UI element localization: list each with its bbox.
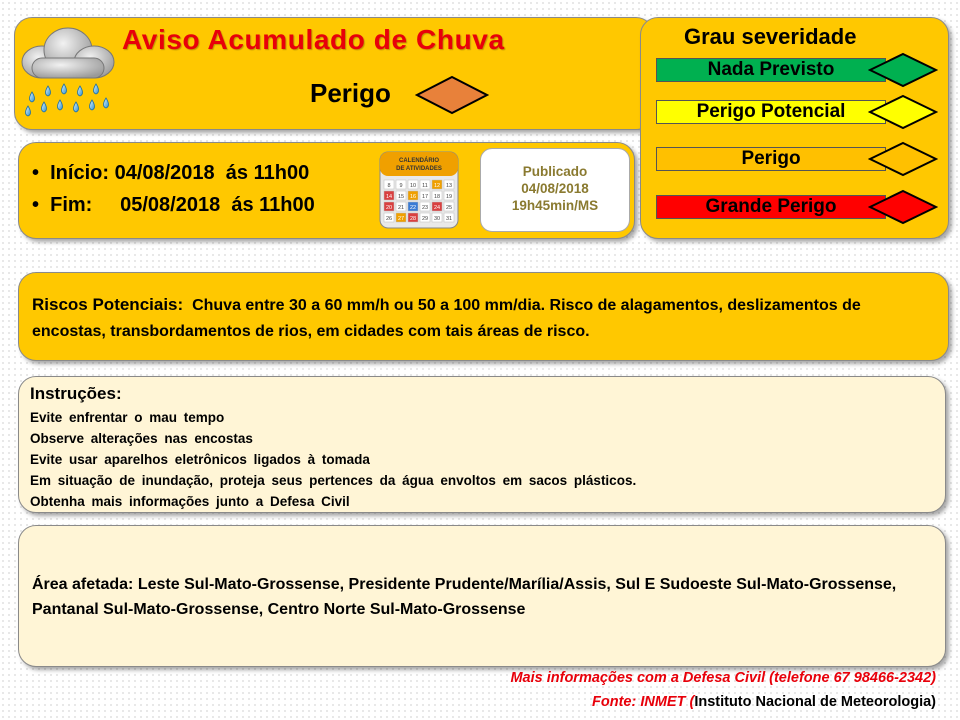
- published-label: Publicado: [522, 164, 588, 179]
- calendar-day: 19: [445, 194, 453, 200]
- calendar-day: 14: [385, 194, 393, 200]
- level-diamond-icon: [415, 75, 489, 115]
- calendar-day: 16: [409, 194, 417, 200]
- instruction-item: Evite enfrentar o mau tempo: [30, 410, 225, 425]
- calendar-day: 13: [445, 183, 453, 189]
- severity-level-0: Nada Previsto: [656, 58, 886, 82]
- calendar-day: 9: [399, 183, 403, 189]
- svg-text:DE ATIVIDADES: DE ATIVIDADES: [396, 166, 442, 172]
- severity-diamond-icon: [868, 52, 938, 88]
- calendar-day: 11: [422, 183, 428, 189]
- calendar-day: 29: [421, 216, 429, 222]
- calendar-day: 31: [445, 216, 453, 222]
- calendar-day: 23: [421, 205, 429, 211]
- calendar-day: 17: [421, 194, 429, 200]
- severity-diamond-icon: [868, 189, 938, 225]
- severity-title: Grau severidade: [684, 24, 857, 49]
- footer-contact: Mais informações com a Defesa Civil (telefone 67 98466-2342): [510, 670, 936, 686]
- calendar-day: 10: [409, 183, 417, 189]
- instruction-item: Obtenha mais informações junto a Defesa Civil: [30, 494, 350, 509]
- calendar-day: 30: [433, 216, 441, 222]
- calendar-icon: [378, 148, 460, 230]
- instruction-item: Em situação de inundação, proteja seus pertences da água envoltos em sacos plásticos.: [30, 473, 637, 488]
- instruction-item: Evite usar aparelhos eletrônicos ligados à tomada: [30, 452, 370, 467]
- alert-level: Perigo: [310, 78, 391, 108]
- calendar-day: 18: [433, 194, 441, 200]
- risks-description: Chuva entre 30 a 60 mm/h ou 50 a 100 mm/dia. Risco de alagamentos, deslizamentos de encostas, transbordamentos de rios, em cidades com tais áreas de risco.: [32, 297, 861, 340]
- calendar-day: 22: [409, 205, 417, 211]
- severity-diamond-icon: [868, 94, 938, 130]
- severity-diamond-icon: [868, 141, 938, 177]
- published-box: [480, 148, 630, 232]
- alert-title: Aviso Acumulado de Chuva: [122, 24, 505, 55]
- calendar-label: CALENDÁRIO: [399, 158, 439, 164]
- rain-cloud-icon: [18, 22, 118, 124]
- affected-area-text: Área afetada: Leste Sul-Mato-Grossense, Presidente Prudente/Marília/Assis, Sul E Sudoeste Sul-Mato-Grossense, Pantanal Sul-Mato-Grossense, Centro Norte Sul-Mato-Grossense: [32, 576, 897, 618]
- calendar-day: 24: [433, 205, 441, 211]
- calendar-day: 26: [385, 216, 393, 222]
- calendar-day: 25: [445, 205, 453, 211]
- start-date: • Início: 04/08/2018 ás 11h00: [32, 162, 310, 184]
- calendar-day: 15: [397, 194, 405, 200]
- instruction-item: Observe alterações nas encostas: [30, 431, 253, 446]
- published-date: 04/08/2018: [521, 181, 589, 196]
- end-date: • Fim: 05/08/2018 ás 11h00: [32, 194, 315, 216]
- calendar-day: 21: [397, 205, 405, 211]
- risks-text: [32, 292, 912, 345]
- severity-level-2: Perigo: [656, 147, 886, 171]
- risks-label: Riscos Potenciais:: [32, 295, 184, 314]
- calendar-day: 12: [433, 183, 441, 189]
- calendar-day: 28: [409, 216, 417, 222]
- footer-source: Fonte: INMET (Instituto Nacional de Meteorologia): [592, 694, 936, 710]
- published-time: 19h45min/MS: [511, 198, 599, 213]
- calendar-day: 27: [397, 216, 405, 222]
- calendar-day: 8: [387, 183, 391, 189]
- instructions-title: Instruções:: [30, 384, 122, 403]
- severity-level-3: Grande Perigo: [656, 195, 886, 219]
- severity-level-1: Perigo Potencial: [656, 100, 886, 124]
- calendar-day: 20: [385, 205, 393, 211]
